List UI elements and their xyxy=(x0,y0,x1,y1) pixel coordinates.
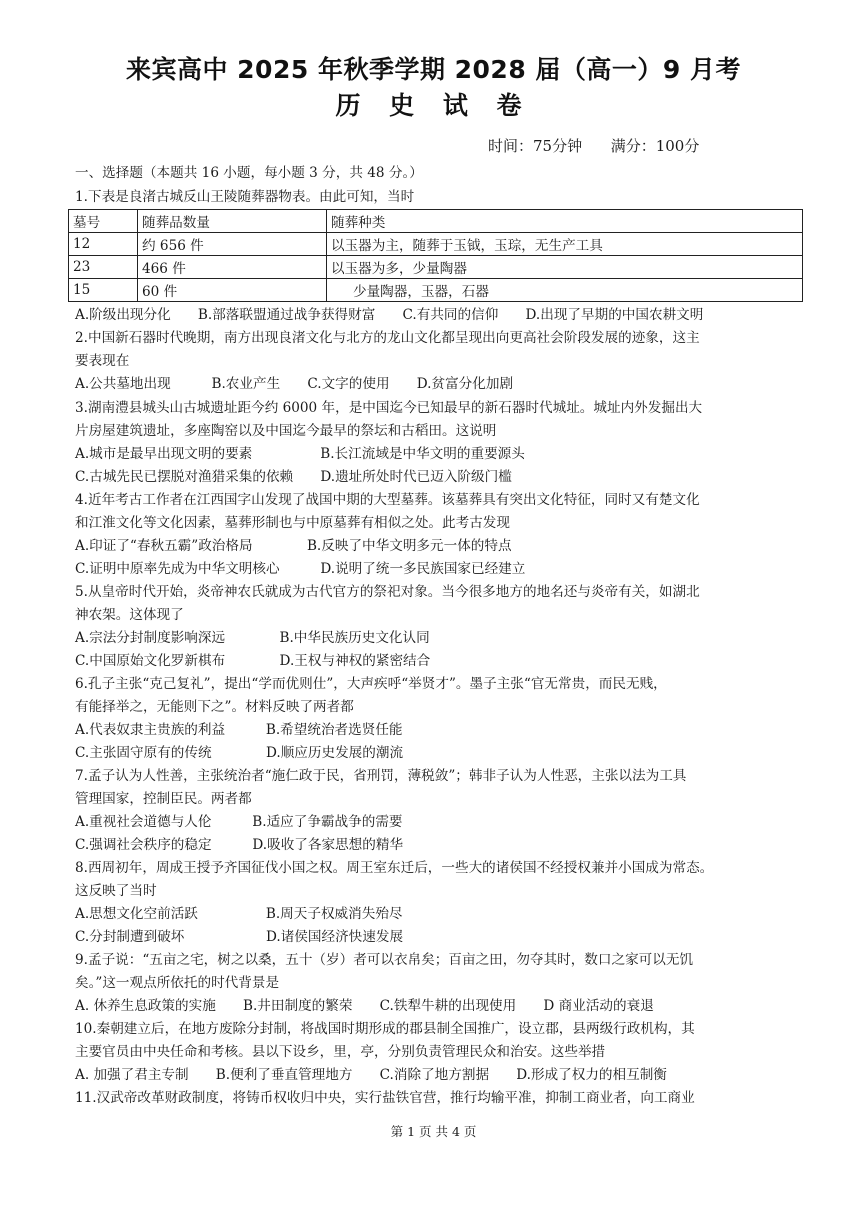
text-line: 6.孔子主张“克己复礼”，提出“学而优则仕”，大声疾呼“举贤才”。墨子主张“官无常贵，而民无贱， xyxy=(75,676,667,692)
text-line: 主要官员由中央任命和考核。县以下设乡，里，亭，分别负责管理民众和治安。这些举措 xyxy=(75,1044,606,1060)
text-line: A.印证了“春秋五霸”政治格局 B.反映了中华文明多元一体的特点 xyxy=(75,538,512,554)
text-line: A.思想文化空前活跃 B.周天子权威消失殆尽 xyxy=(75,906,403,922)
text-line: A.代表奴隶主贵族的利益 B.希望统治者选贤任能 xyxy=(75,722,403,738)
table-cell: 60 件 xyxy=(138,279,327,302)
table-header-cell: 随葬种类 xyxy=(327,210,803,233)
text-line: 有能择举之，无能则下之”。材料反映了两者都 xyxy=(75,699,354,715)
text-line: 2.中国新石器时代晚期，南方出现良渚文化与北方的龙山文化都呈现出向更高社会阶段发展的迹象，这主 xyxy=(75,330,700,346)
text-line: 和江淮文化等文化因素，墓葬形制也与中原墓葬有相似之处。此考古发现 xyxy=(75,515,510,531)
text-line: 11.汉武帝改革财政制度，将铸币权收归中央，实行盐铁官营，推行均输平准，抑制工商业者，向工商业 xyxy=(75,1090,695,1106)
table-header-row xyxy=(69,210,803,233)
text-line: 5.从皇帝时代开始，炎帝神农氏就成为古代官方的祭祀对象。当今很多地方的地名还与炎帝有关，如湖北 xyxy=(75,584,700,600)
page-footer: 第 1 页 共 4 页 xyxy=(390,1124,477,1139)
text-line: C.证明中原率先成为中华文明核心 D.说明了统一多民族国家已经建立 xyxy=(75,561,526,577)
text-line: 矣。”这一观点所依托的时代背景是 xyxy=(75,975,280,991)
table-cell: 15 xyxy=(69,279,138,302)
section-heading: 一、选择题（本题共 16 小题，每小题 3 分，共 48 分。） xyxy=(75,165,423,181)
text-line: 7.孟子认为人性善，主张统治者“施仁政于民，省刑罚，薄税敛”；韩非子认为人性恶，主张以法为工具 xyxy=(75,768,687,784)
table-cell: 23 xyxy=(69,256,138,279)
text-line: 4.近年考古工作者在江西国字山发现了战国中期的大型墓葬。该墓葬具有突出文化特征，同时又有楚文化 xyxy=(75,492,700,508)
exam-title: 来宾高中 2025 年秋季学期 2028 届（高一）9 月考 xyxy=(125,55,742,84)
text-line: 这反映了当时 xyxy=(75,883,157,899)
table-row xyxy=(69,279,803,302)
text-line: 管理国家，控制臣民。两者都 xyxy=(75,791,252,807)
table-header-cell: 墓号 xyxy=(69,210,138,233)
text-line: 片房屋建筑遗址，多座陶窑以及中国迄今最早的祭坛和古稻田。这说明 xyxy=(75,423,497,439)
text-line: A.城市是最早出现文明的要素 B.长江流域是中华文明的重要源头 xyxy=(75,446,525,462)
exam-time: 时间：75分钟 xyxy=(488,137,583,155)
text-line: C.中国原始文化罗新棋布 D.王权与神权的紧密结合 xyxy=(75,653,431,669)
text-line: A. 加强了君主专制 B.便利了垂直管理地方 C.消除了地方割据 D.形成了权力的相互制衡 xyxy=(75,1067,667,1083)
table-cell: 以玉器为多，少量陶器 xyxy=(327,256,803,279)
text-line: 8.西周初年，周成王授予齐国征伐小国之权。周王室东迁后，一些大的诸侯国不经授权兼并小国成为常态。 xyxy=(75,860,714,876)
table-cell: 少量陶器，玉器，石器 xyxy=(327,279,803,302)
table-cell: 12 xyxy=(69,233,138,256)
table-cell: 以玉器为主，随葬于玉钺，玉琮，无生产工具 xyxy=(327,233,803,256)
table-row xyxy=(69,256,803,279)
exam-subtitle: 历 史 试 卷 xyxy=(335,91,532,120)
question-1-options: A.阶级出现分化 B.部落联盟通过战争获得财富 C.有共同的信仰 D.出现了早期的中国农耕文明 xyxy=(75,307,704,323)
text-line: 要表现在 xyxy=(75,353,130,369)
text-line: 神农架。这体现了 xyxy=(75,607,184,623)
burial-table xyxy=(68,209,803,302)
text-line: C.强调社会秩序的稳定 D.吸收了各家思想的精华 xyxy=(75,837,404,853)
exam-meta xyxy=(488,135,699,156)
text-line: 3.湖南澧县城头山古城遗址距今约 6000 年，是中国迄今已知最早的新石器时代城址。城址内外发掘出大 xyxy=(75,400,703,416)
text-line: A.重视社会道德与人伦 B.适应了争霸战争的需要 xyxy=(75,814,403,830)
text-line: A.公共墓地出现 B.农业产生 C.文字的使用 D.贫富分化加剧 xyxy=(75,376,514,392)
table-row xyxy=(69,233,803,256)
text-line: C.分封制遭到破坏 D.诸侯国经济快速发展 xyxy=(75,929,404,945)
table-header-cell: 随葬品数量 xyxy=(138,210,327,233)
table-cell: 466 件 xyxy=(138,256,327,279)
text-line: 9.孟子说：“五亩之宅，树之以桑，五十（岁）者可以衣帛矣；百亩之田，勿夺其时，数口之家可以无饥 xyxy=(75,952,694,968)
text-line: 10.秦朝建立后，在地方废除分封制，将战国时期形成的郡县制全国推广，设立郡，县两级行政机构，其 xyxy=(75,1021,695,1037)
exam-score: 满分：100分 xyxy=(610,137,700,155)
text-line: A.宗法分封制度影响深远 B.中华民族历史文化认同 xyxy=(75,630,430,646)
table-cell: 约 656 件 xyxy=(138,233,327,256)
question-1-stem: 1.下表是良渚古城反山王陵随葬器物表。由此可知，当时 xyxy=(75,189,415,205)
text-line: C.主张固守原有的传统 D.顺应历史发展的潮流 xyxy=(75,745,404,761)
text-line: A. 休养生息政策的实施 B.井田制度的繁荣 C.铁犁牛耕的出现使用 D 商业活动的衰退 xyxy=(75,998,654,1014)
text-line: C.古城先民已摆脱对渔猎采集的依赖 D.遗址所处时代已迈入阶级门槛 xyxy=(75,469,512,485)
